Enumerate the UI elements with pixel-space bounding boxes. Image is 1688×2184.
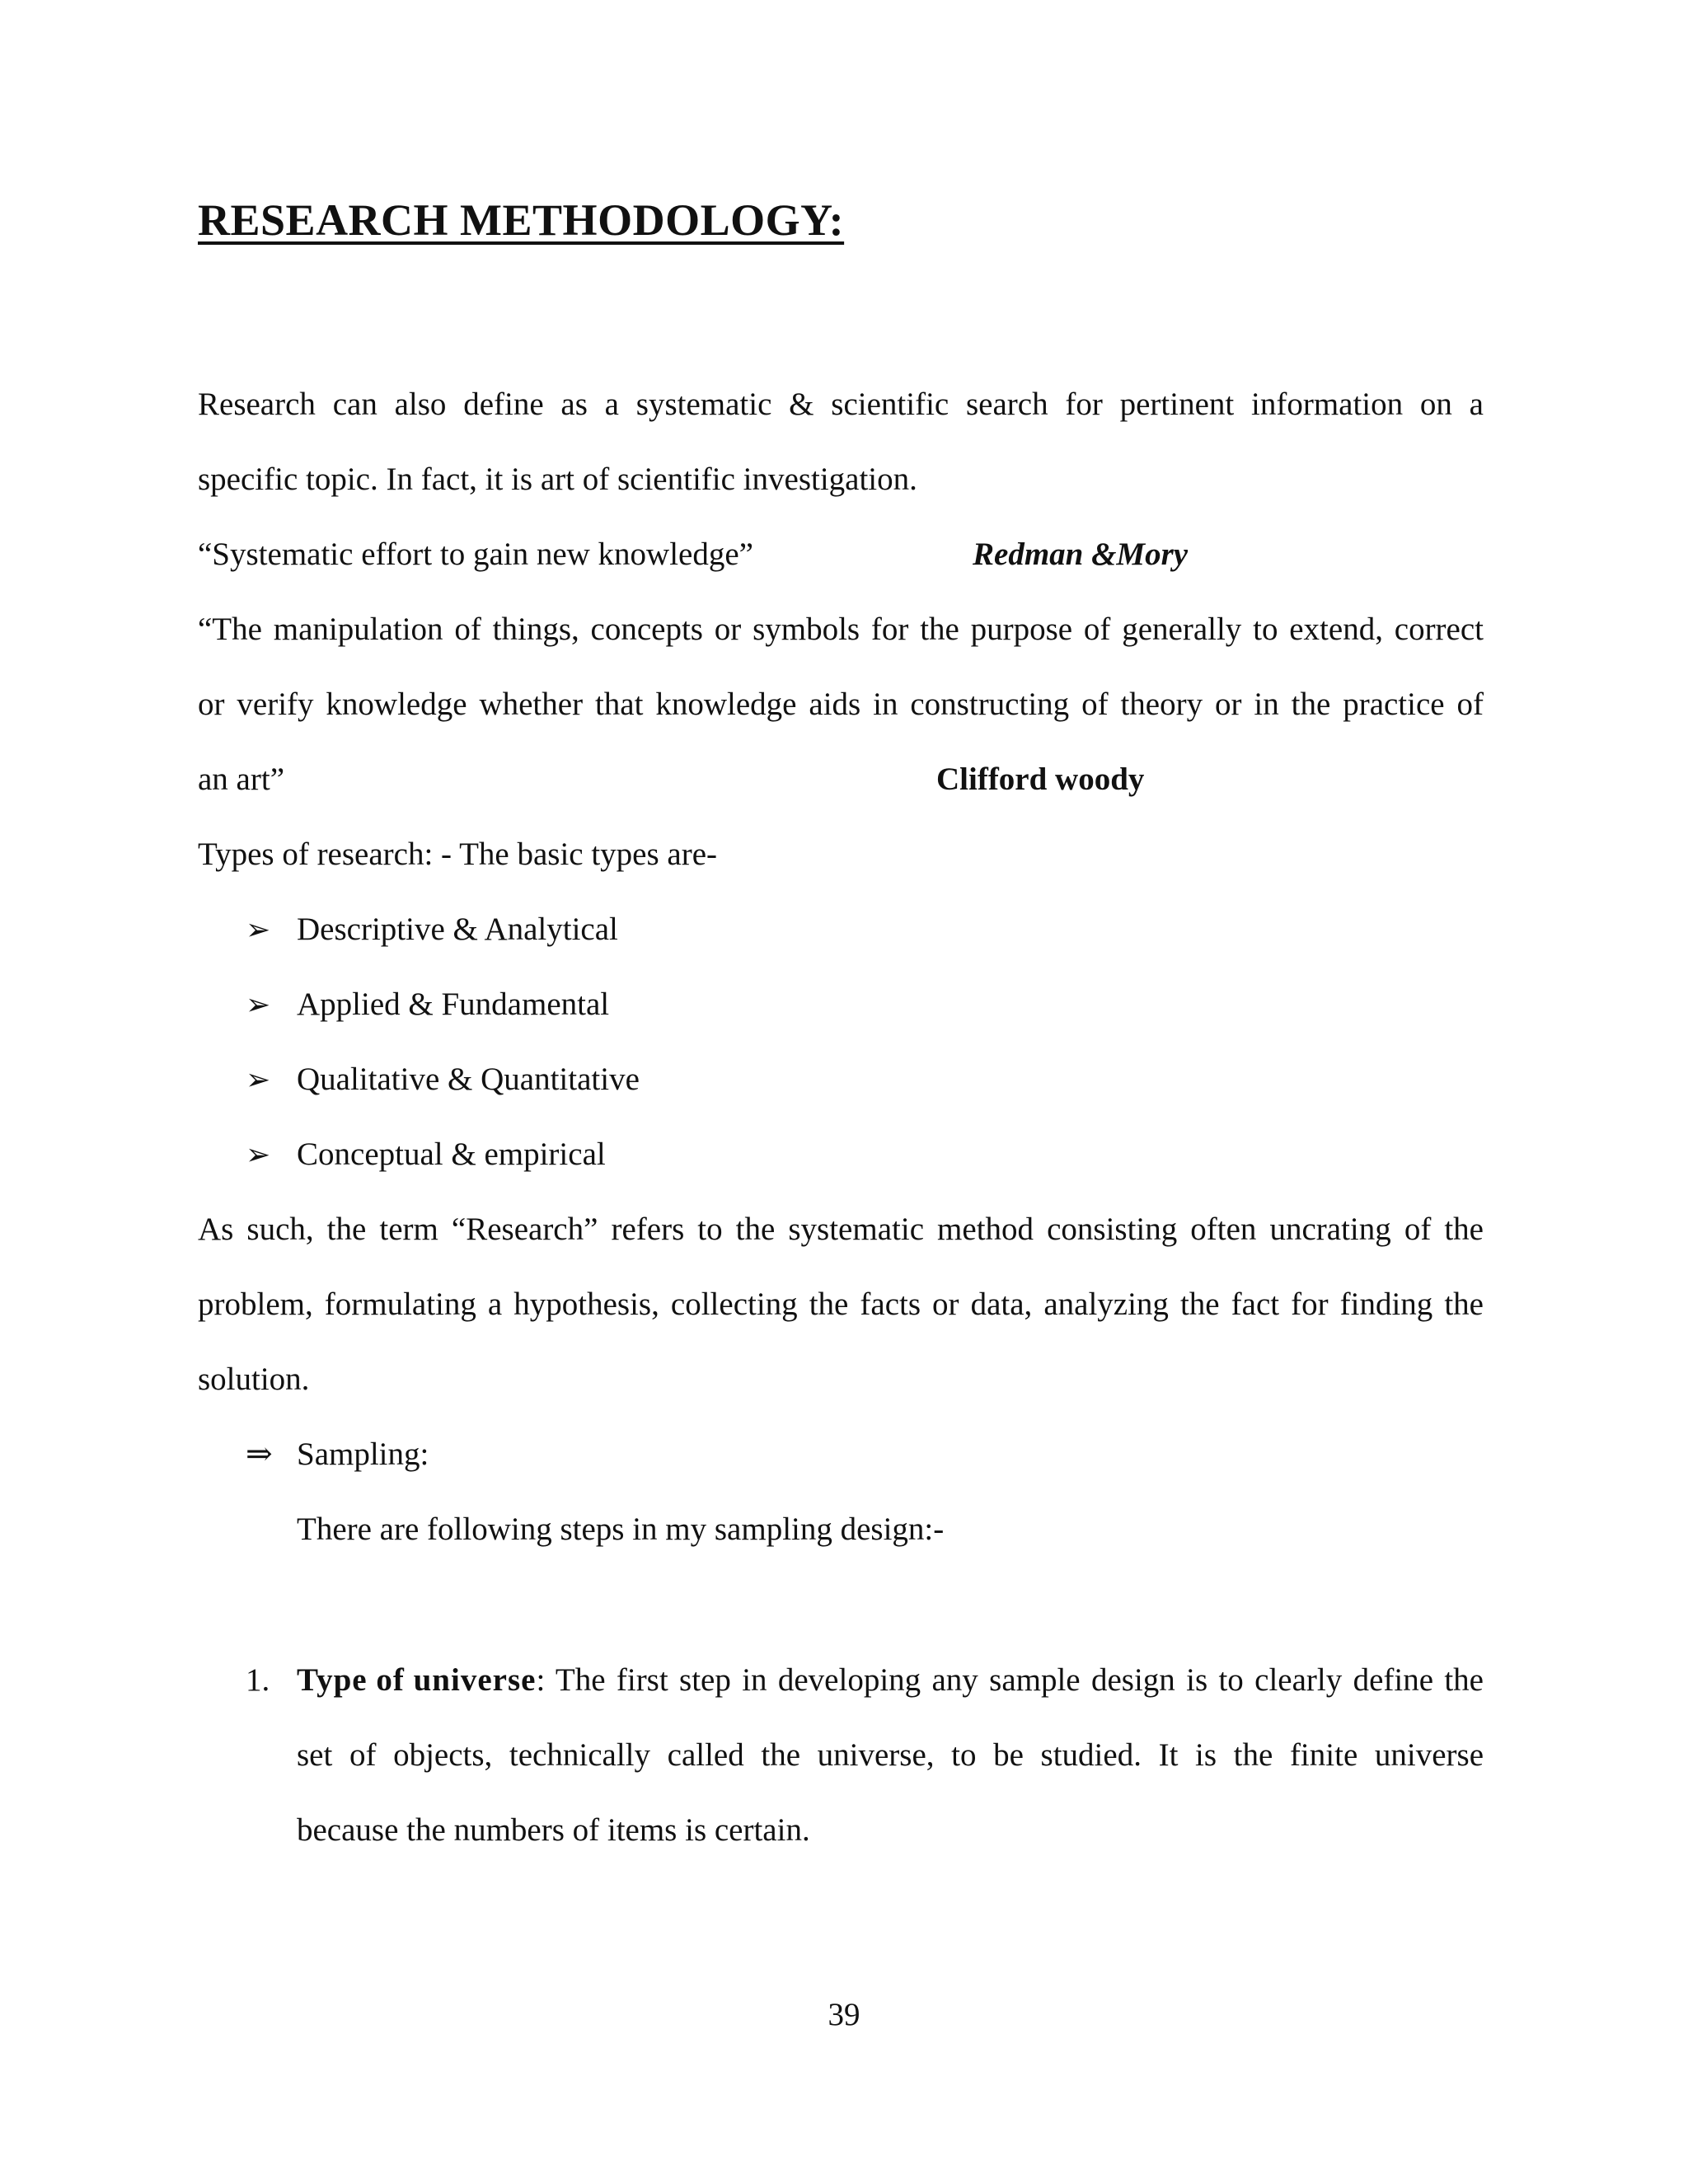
arrowhead-bullet-icon: ➢	[246, 1063, 271, 1096]
quote-manipulation-line-3: an art”	[198, 762, 285, 797]
quote-systematic-effort: “Systematic effort to gain new knowledge”	[198, 537, 753, 572]
page-number: 39	[828, 1997, 860, 2032]
step-1-line-3: because the numbers of items is certain.	[297, 1812, 810, 1848]
sampling-intro: There are following steps in my sampling design:-	[297, 1511, 945, 1547]
step-1-line-1	[297, 1660, 1484, 1701]
step-number: 1.	[246, 1662, 270, 1698]
step-1-line-2: set of objects, technically called the universe, to be studied. It is the finite universe	[297, 1737, 1484, 1773]
types-intro: Types of research: - The basic types are-	[198, 837, 718, 872]
summary-line-2: problem, formulating a hypothesis, collecting the facts or data, analyzing the fact for finding the	[198, 1286, 1484, 1322]
sampling-title: Sampling:	[297, 1436, 429, 1472]
intro-line-1: Research can also define as a systematic & scientific search for pertinent information on a	[198, 387, 1484, 422]
quote-author-redman: Redman &Mory	[973, 537, 1189, 572]
arrowhead-bullet-icon: ➢	[246, 988, 271, 1021]
summary-line-3: solution.	[198, 1361, 310, 1397]
page-title: RESEARCH METHODOLOGY:	[198, 195, 845, 245]
arrowhead-bullet-icon: ➢	[246, 1138, 271, 1171]
list-item: Applied & Fundamental	[297, 987, 610, 1022]
intro-line-2: specific topic. In fact, it is art of scientific investigation.	[198, 462, 917, 497]
quote-manipulation-line-1: “The manipulation of things, concepts or symbols for the purpose of generally to extend, correct	[198, 612, 1484, 647]
summary-line-1: As such, the term “Research” refers to the systematic method consisting often uncrating of the	[198, 1212, 1484, 1247]
quote-manipulation-line-2: or verify knowledge whether that knowledge aids in constructing of theory or in the practice of	[198, 687, 1484, 722]
list-item: Conceptual & empirical	[297, 1137, 606, 1172]
arrowhead-bullet-icon: ➢	[246, 913, 271, 946]
quote-author-clifford: Clifford woody	[936, 762, 1145, 797]
step-1-line-1-text: : The first step in developing any sample design is to clearly define the	[536, 1662, 1484, 1698]
list-item: Descriptive & Analytical	[297, 912, 618, 947]
double-arrow-icon: ⇒	[246, 1436, 273, 1472]
step-term: Type of universe	[297, 1662, 537, 1698]
list-item: Qualitative & Quantitative	[297, 1062, 640, 1097]
